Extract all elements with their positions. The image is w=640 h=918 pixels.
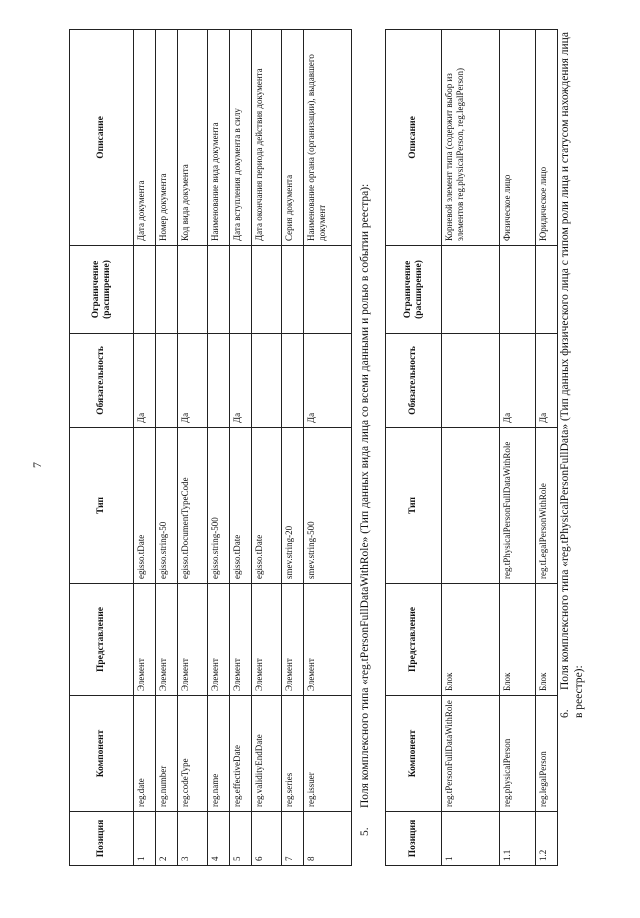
table-cell: 7	[282, 812, 304, 866]
column-header: Описание	[386, 30, 442, 246]
table-cell: Да	[230, 334, 252, 428]
table-cell: reg.name	[208, 696, 230, 812]
table-row	[536, 30, 558, 866]
table-cell: Элемент	[178, 584, 208, 696]
document-fields-table	[69, 29, 352, 866]
table-cell: Наименование вида документа	[208, 30, 230, 246]
table-cell: reg.validityEndDate	[252, 696, 282, 812]
table-cell: smev.string-500	[304, 428, 352, 584]
table-cell: egisso.tDate	[134, 428, 156, 584]
table-cell: reg.date	[134, 696, 156, 812]
table-cell: reg.tPhysicalPersonFullDataWithRole	[500, 428, 536, 584]
page-number: 7	[30, 462, 44, 468]
table-cell: 1.2	[536, 812, 558, 866]
table-cell: reg.legalPerson	[536, 696, 558, 812]
section-text: Поля комплексного типа «reg.tPersonFullDataWithRole» (Тип данных вида лица со всеми данными и ролью в событии реестра):	[359, 183, 371, 808]
column-header: Позиция	[70, 812, 134, 866]
table-cell: 8	[304, 812, 352, 866]
table-cell: 2	[156, 812, 178, 866]
table-cell: smev.string-20	[282, 428, 304, 584]
table-cell	[500, 246, 536, 334]
table-cell: Блок	[536, 584, 558, 696]
table-cell: Да	[134, 334, 156, 428]
table-cell	[282, 334, 304, 428]
column-header: Компонент	[386, 696, 442, 812]
table-cell	[536, 246, 558, 334]
table-cell	[134, 246, 156, 334]
table-cell: Блок	[500, 584, 536, 696]
table-cell: Дата документа	[134, 30, 156, 246]
section-5-caption	[358, 36, 372, 836]
table-cell	[252, 334, 282, 428]
table-cell: Корневой элемент типа (содержит выбор из элементов reg.physicalPerson, reg.legalPerson)	[442, 30, 500, 246]
column-header: Тип	[70, 428, 134, 584]
column-header: Описание	[70, 30, 134, 246]
table-cell: reg.tLegalPersonWithRole	[536, 428, 558, 584]
section-number: 5.	[359, 827, 371, 836]
table-cell: Элемент	[208, 584, 230, 696]
section-number: 6.	[559, 709, 571, 718]
table-cell: Да	[500, 334, 536, 428]
section-text: Поля комплексного типа «reg.tPhysicalPersonFullData» (Тип данных физического лица с типом роли лица и статусом нахождения лица в реестре):	[559, 32, 585, 718]
table-cell: Номер документа	[156, 30, 178, 246]
table-cell: Да	[304, 334, 352, 428]
table-cell: egisso.tDate	[252, 428, 282, 584]
table-cell	[208, 246, 230, 334]
column-header: Позиция	[386, 812, 442, 866]
table-cell: Да	[536, 334, 558, 428]
table-header-row	[70, 30, 134, 866]
column-header: Тип	[386, 428, 442, 584]
table-row	[178, 30, 208, 866]
table-cell: Серия документа	[282, 30, 304, 246]
table-cell	[156, 334, 178, 428]
table-cell: 1	[442, 812, 500, 866]
column-header: Представление	[386, 584, 442, 696]
table-cell	[442, 246, 500, 334]
table-cell	[156, 246, 178, 334]
table-row	[230, 30, 252, 866]
section-6-caption	[558, 28, 586, 718]
column-header: Обязательность	[70, 334, 134, 428]
table-cell: Дата окончания периода действия документа	[252, 30, 282, 246]
column-header: Представление	[70, 584, 134, 696]
person-role-fields-table	[385, 29, 558, 866]
table-cell: egisso.tDocumentTypeCode	[178, 428, 208, 584]
table-cell: 3	[178, 812, 208, 866]
table-cell	[208, 334, 230, 428]
table-cell: Элемент	[252, 584, 282, 696]
table-cell: 4	[208, 812, 230, 866]
table-cell: reg.effectiveDate	[230, 696, 252, 812]
table-cell	[252, 246, 282, 334]
table-cell: Наименование органа (организации), выдавшего документ	[304, 30, 352, 246]
table-row	[500, 30, 536, 866]
table-cell: reg.tPersonFullDataWithRole	[442, 696, 500, 812]
table-cell: Блок	[442, 584, 500, 696]
table-cell: reg.physicalPerson	[500, 696, 536, 812]
table-cell: Элемент	[304, 584, 352, 696]
table-cell: reg.series	[282, 696, 304, 812]
table-cell: 5	[230, 812, 252, 866]
table-cell	[304, 246, 352, 334]
table-cell: reg.codeType	[178, 696, 208, 812]
table-cell: reg.number	[156, 696, 178, 812]
column-header: Компонент	[70, 696, 134, 812]
table-row	[252, 30, 282, 866]
table-cell: 1.1	[500, 812, 536, 866]
table-row	[442, 30, 500, 866]
table-row	[208, 30, 230, 866]
table-cell: egisso.string-500	[208, 428, 230, 584]
table-cell: Элемент	[134, 584, 156, 696]
table-row	[304, 30, 352, 866]
column-header: Обязательность	[386, 334, 442, 428]
table-cell: Элемент	[282, 584, 304, 696]
table-cell	[178, 246, 208, 334]
table-cell: Да	[178, 334, 208, 428]
table-cell: Дата вступления документа в силу	[230, 30, 252, 246]
table-row	[134, 30, 156, 866]
table-cell	[230, 246, 252, 334]
column-header: Ограничение (расширение)	[70, 246, 134, 334]
table-row	[156, 30, 178, 866]
table-cell: egisso.string-50	[156, 428, 178, 584]
table-header-row	[386, 30, 442, 866]
table-cell: reg.issuer	[304, 696, 352, 812]
table-row	[282, 30, 304, 866]
column-header: Ограничение (расширение)	[386, 246, 442, 334]
table-cell: 1	[134, 812, 156, 866]
table-cell: Код вида документа	[178, 30, 208, 246]
table-cell	[442, 428, 500, 584]
table-cell: egisso.tDate	[230, 428, 252, 584]
table-cell: Элемент	[156, 584, 178, 696]
table-cell: Физическое лицо	[500, 30, 536, 246]
table-cell: Юридическое лицо	[536, 30, 558, 246]
table-cell	[282, 246, 304, 334]
table-cell: 6	[252, 812, 282, 866]
table-cell	[442, 334, 500, 428]
table-cell: Элемент	[230, 584, 252, 696]
